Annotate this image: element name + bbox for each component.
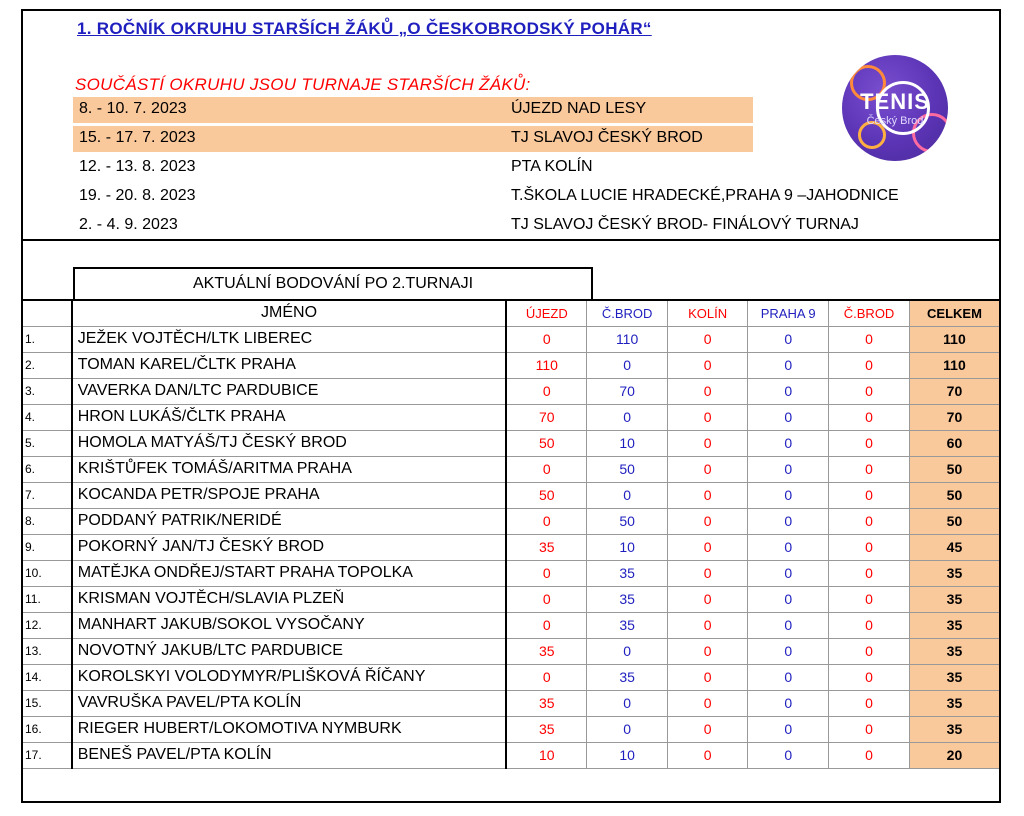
score-cell-cbrod: 0	[587, 352, 668, 378]
score-cell-praha9: 0	[748, 586, 829, 612]
score-cell-ujezd: 0	[506, 508, 586, 534]
column-header-cbrod: Č.BROD	[587, 300, 668, 326]
score-cell-cbrod-final: 0	[829, 456, 910, 482]
score-cell-cbrod-final: 0	[829, 508, 910, 534]
rank-cell: 3.	[23, 378, 72, 404]
score-cell-cbrod-final: 0	[829, 326, 910, 352]
player-name-cell: JEŽEK VOJTĚCH/LTK LIBEREC	[72, 326, 507, 352]
score-cell-cbrod: 35	[587, 586, 668, 612]
score-cell-kolin: 0	[667, 690, 747, 716]
score-cell-praha9: 0	[748, 638, 829, 664]
scoreboard-body	[23, 326, 999, 768]
total-cell: 20	[909, 742, 999, 768]
player-name-cell: KOROLSKYI VOLODYMYR/PLIŠKOVÁ ŘÍČANY	[72, 664, 507, 690]
table-row	[23, 534, 999, 560]
score-cell-kolin: 0	[667, 456, 747, 482]
score-cell-kolin: 0	[667, 716, 747, 742]
table-row	[23, 742, 999, 768]
player-name-cell: NOVOTNÝ JAKUB/LTC PARDUBICE	[72, 638, 507, 664]
player-name-cell: HRON LUKÁŠ/ČLTK PRAHA	[72, 404, 507, 430]
score-cell-praha9: 0	[748, 534, 829, 560]
table-row	[23, 664, 999, 690]
total-cell: 45	[909, 534, 999, 560]
score-cell-kolin: 0	[667, 612, 747, 638]
score-cell-cbrod-final: 0	[829, 664, 910, 690]
section-divider	[23, 239, 999, 241]
score-cell-cbrod-final: 0	[829, 716, 910, 742]
score-cell-kolin: 0	[667, 352, 747, 378]
score-cell-cbrod-final: 0	[829, 404, 910, 430]
player-name-cell: MATĚJKA ONDŘEJ/START PRAHA TOPOLKA	[72, 560, 507, 586]
column-header-praha9: PRAHA 9	[748, 300, 829, 326]
score-cell-kolin: 0	[667, 404, 747, 430]
score-cell-ujezd: 50	[506, 482, 586, 508]
column-header-total: CELKEM	[909, 300, 999, 326]
score-cell-ujezd: 35	[506, 716, 586, 742]
tournament-dates: 8. - 10. 7. 2023	[79, 100, 187, 117]
player-name-cell: KOCANDA PETR/SPOJE PRAHA	[72, 482, 507, 508]
score-cell-kolin: 0	[667, 742, 747, 768]
rank-cell: 16.	[23, 716, 72, 742]
score-cell-ujezd: 0	[506, 664, 586, 690]
logo-subtext: Český Brod	[866, 115, 924, 127]
total-cell: 50	[909, 482, 999, 508]
player-name-cell: POKORNÝ JAN/TJ ČESKÝ BROD	[72, 534, 507, 560]
score-cell-ujezd: 0	[506, 456, 586, 482]
rank-cell: 15.	[23, 690, 72, 716]
tournament-dates: 15. - 17. 7. 2023	[79, 129, 196, 146]
score-cell-praha9: 0	[748, 742, 829, 768]
rank-header	[23, 300, 72, 326]
total-cell: 50	[909, 508, 999, 534]
score-cell-ujezd: 0	[506, 560, 586, 586]
score-cell-cbrod: 70	[587, 378, 668, 404]
rank-cell: 14.	[23, 664, 72, 690]
score-cell-kolin: 0	[667, 638, 747, 664]
total-cell: 35	[909, 612, 999, 638]
rank-cell: 5.	[23, 430, 72, 456]
table-row	[23, 326, 999, 352]
player-name-cell: TOMAN KAREL/ČLTK PRAHA	[72, 352, 507, 378]
rank-cell: 11.	[23, 586, 72, 612]
table-row	[23, 378, 999, 404]
scoreboard-caption: AKTUÁLNÍ BODOVÁNÍ PO 2.TURNAJI	[73, 267, 593, 299]
tournament-place: TJ SLAVOJ ČESKÝ BROD	[511, 129, 703, 146]
table-row	[23, 404, 999, 430]
rank-cell: 6.	[23, 456, 72, 482]
total-cell: 35	[909, 716, 999, 742]
score-cell-praha9: 0	[748, 508, 829, 534]
score-cell-cbrod: 0	[587, 404, 668, 430]
score-cell-kolin: 0	[667, 508, 747, 534]
score-cell-ujezd: 35	[506, 638, 586, 664]
logo-text: TENIS	[860, 89, 930, 114]
score-cell-praha9: 0	[748, 404, 829, 430]
table-row	[23, 508, 999, 534]
player-name-cell: VAVERKA DAN/LTC PARDUBICE	[72, 378, 507, 404]
score-cell-cbrod: 110	[587, 326, 668, 352]
tournament-place: T.ŠKOLA LUCIE HRADECKÉ,PRAHA 9 –JAHODNICE	[511, 187, 899, 204]
score-cell-cbrod: 0	[587, 690, 668, 716]
score-cell-praha9: 0	[748, 612, 829, 638]
score-cell-cbrod-final: 0	[829, 690, 910, 716]
player-name-cell: PODDANÝ PATRIK/NERIDÉ	[72, 508, 507, 534]
score-cell-cbrod: 0	[587, 638, 668, 664]
score-cell-ujezd: 35	[506, 690, 586, 716]
total-cell: 35	[909, 690, 999, 716]
tournament-row	[73, 97, 753, 123]
score-cell-praha9: 0	[748, 430, 829, 456]
tournament-dates: 19. - 20. 8. 2023	[79, 187, 196, 204]
total-cell: 110	[909, 352, 999, 378]
tournament-place: ÚJEZD NAD LESY	[511, 100, 647, 117]
column-header-cbrod-final: Č.BROD	[829, 300, 910, 326]
score-cell-ujezd: 50	[506, 430, 586, 456]
score-cell-cbrod-final: 0	[829, 612, 910, 638]
rank-cell: 10.	[23, 560, 72, 586]
score-cell-cbrod: 0	[587, 482, 668, 508]
table-header-row	[23, 300, 999, 326]
score-cell-kolin: 0	[667, 482, 747, 508]
score-cell-cbrod-final: 0	[829, 638, 910, 664]
score-cell-cbrod: 10	[587, 430, 668, 456]
rank-cell: 12.	[23, 612, 72, 638]
score-cell-cbrod-final: 0	[829, 352, 910, 378]
score-cell-praha9: 0	[748, 690, 829, 716]
tournament-row	[73, 126, 753, 152]
tournaments-heading: SOUČÁSTÍ OKRUHU JSOU TURNAJE STARŠÍCH ŽÁKŮ:	[75, 75, 531, 94]
rank-cell: 1.	[23, 326, 72, 352]
total-cell: 70	[909, 378, 999, 404]
score-cell-praha9: 0	[748, 456, 829, 482]
score-cell-praha9: 0	[748, 326, 829, 352]
score-cell-cbrod: 10	[587, 534, 668, 560]
score-cell-kolin: 0	[667, 326, 747, 352]
table-row	[23, 560, 999, 586]
score-cell-kolin: 0	[667, 560, 747, 586]
tournament-place: TJ SLAVOJ ČESKÝ BROD- FINÁLOVÝ TURNAJ	[511, 216, 859, 233]
score-cell-cbrod-final: 0	[829, 742, 910, 768]
column-header-ujezd: ÚJEZD	[506, 300, 586, 326]
score-cell-ujezd: 110	[506, 352, 586, 378]
rank-cell: 7.	[23, 482, 72, 508]
total-cell: 35	[909, 560, 999, 586]
scoreboard-table	[23, 299, 999, 769]
total-cell: 60	[909, 430, 999, 456]
score-cell-ujezd: 35	[506, 534, 586, 560]
column-header-kolin: KOLÍN	[667, 300, 747, 326]
player-name-cell: MANHART JAKUB/SOKOL VYSOČANY	[72, 612, 507, 638]
tournament-row	[73, 184, 899, 210]
score-cell-kolin: 0	[667, 664, 747, 690]
total-cell: 110	[909, 326, 999, 352]
score-cell-praha9: 0	[748, 352, 829, 378]
total-cell: 70	[909, 404, 999, 430]
score-cell-ujezd: 0	[506, 378, 586, 404]
tournament-place: PTA KOLÍN	[511, 158, 593, 175]
tournament-dates: 12. - 13. 8. 2023	[79, 158, 196, 175]
score-cell-cbrod-final: 0	[829, 586, 910, 612]
score-cell-cbrod: 10	[587, 742, 668, 768]
score-cell-ujezd: 0	[506, 586, 586, 612]
score-cell-cbrod: 35	[587, 612, 668, 638]
score-cell-ujezd: 10	[506, 742, 586, 768]
score-cell-praha9: 0	[748, 560, 829, 586]
score-cell-cbrod-final: 0	[829, 560, 910, 586]
score-cell-cbrod: 35	[587, 664, 668, 690]
player-name-cell: KRIŠTŮFEK TOMÁŠ/ARITMA PRAHA	[72, 456, 507, 482]
tenis-logo	[842, 55, 948, 161]
total-cell: 35	[909, 664, 999, 690]
score-cell-cbrod-final: 0	[829, 534, 910, 560]
score-cell-cbrod-final: 0	[829, 482, 910, 508]
table-row	[23, 716, 999, 742]
table-row	[23, 352, 999, 378]
score-cell-cbrod: 50	[587, 508, 668, 534]
score-cell-cbrod: 35	[587, 560, 668, 586]
score-cell-kolin: 0	[667, 378, 747, 404]
rank-cell: 4.	[23, 404, 72, 430]
tournament-row	[73, 155, 753, 181]
score-cell-praha9: 0	[748, 378, 829, 404]
player-name-cell: RIEGER HUBERT/LOKOMOTIVA NYMBURK	[72, 716, 507, 742]
score-cell-cbrod-final: 0	[829, 430, 910, 456]
page-title: 1. ROČNÍK OKRUHU STARŠÍCH ŽÁKŮ „O ČESKOBRODSKÝ POHÁR“	[77, 19, 652, 38]
score-cell-ujezd: 70	[506, 404, 586, 430]
total-cell: 35	[909, 586, 999, 612]
table-row	[23, 690, 999, 716]
tournament-row	[73, 213, 859, 239]
table-row	[23, 456, 999, 482]
rank-cell: 17.	[23, 742, 72, 768]
score-cell-cbrod-final: 0	[829, 378, 910, 404]
table-row	[23, 638, 999, 664]
rank-cell: 13.	[23, 638, 72, 664]
rank-cell: 8.	[23, 508, 72, 534]
score-cell-kolin: 0	[667, 430, 747, 456]
score-cell-praha9: 0	[748, 664, 829, 690]
rank-cell: 9.	[23, 534, 72, 560]
player-name-cell: VAVRUŠKA PAVEL/PTA KOLÍN	[72, 690, 507, 716]
rank-cell: 2.	[23, 352, 72, 378]
table-row	[23, 430, 999, 456]
score-cell-cbrod: 50	[587, 456, 668, 482]
total-cell: 50	[909, 456, 999, 482]
score-cell-ujezd: 0	[506, 326, 586, 352]
score-cell-praha9: 0	[748, 482, 829, 508]
document-sheet	[21, 9, 1001, 803]
score-cell-cbrod: 0	[587, 716, 668, 742]
player-name-cell: HOMOLA MATYÁŠ/TJ ČESKÝ BROD	[72, 430, 507, 456]
score-cell-kolin: 0	[667, 534, 747, 560]
score-cell-kolin: 0	[667, 586, 747, 612]
table-row	[23, 482, 999, 508]
score-cell-ujezd: 0	[506, 612, 586, 638]
table-row	[23, 586, 999, 612]
tournament-dates: 2. - 4. 9. 2023	[79, 216, 178, 233]
player-name-cell: KRISMAN VOJTĚCH/SLAVIA PLZEŇ	[72, 586, 507, 612]
player-name-cell: BENEŠ PAVEL/PTA KOLÍN	[72, 742, 507, 768]
score-cell-praha9: 0	[748, 716, 829, 742]
total-cell: 35	[909, 638, 999, 664]
table-row	[23, 612, 999, 638]
column-header-name: JMÉNO	[72, 300, 507, 326]
